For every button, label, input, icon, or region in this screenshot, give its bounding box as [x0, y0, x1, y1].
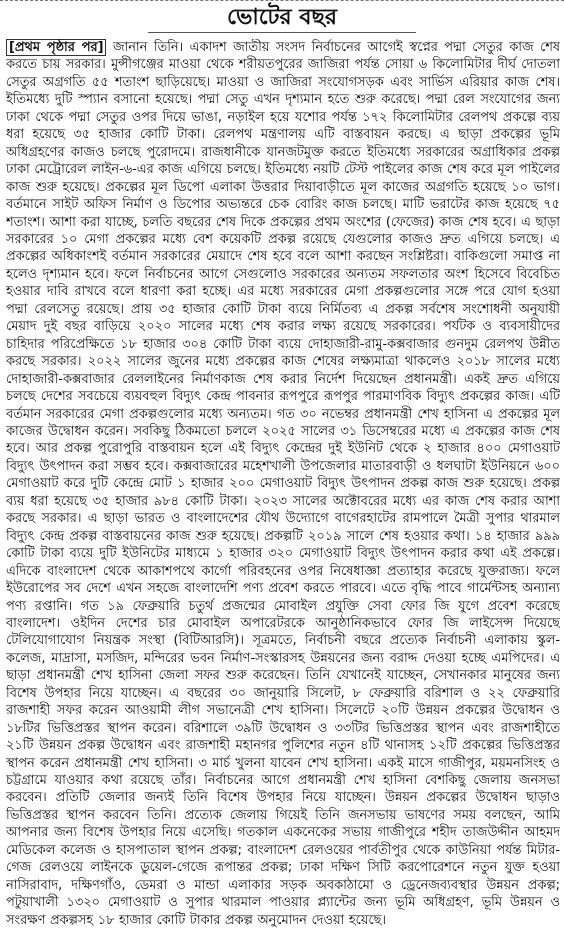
headline: ভোটের বছর — [227, 4, 337, 30]
headline-box — [148, 2, 416, 33]
continued-from-front-page-label: [প্রথম পৃষ্ঠার পর] — [6, 39, 106, 56]
cut-border — [0, 0, 564, 1]
article-text: জানান তিনি। একাদশ জাতীয় সংসদ নির্বাচনের আগেই স্বপ্নের পদ্মা সেতুর কাজ শেষ করতে চায় সরকার। মুন্সীগঞ্জের মাওয়া থেকে শরীয়তপুরের জাজিরা পর্যন্ত সোয়া ৬ কিলোমিটার দীর্ঘ দোতলা সেতুর অগ্রগতি ৫৫ শতাংশ ছাড়িয়েছে। মাওয়া ও জাজিরা সংযোগসড়ক এবং সার্ভিস এরিয়ার কাজ শেষ। ইতিমধ্যে দুটি স্প্যান বসানো হয়েছে। পদ্মা সেতু এখন দৃশ্যমান হতে শুরু করেছে। পদ্মা রেল সংযোগের জন্য ঢাকা থেকে পদ্মা সেতুর ওপর দিয়ে ভাঙা, নড়াইল হয়ে যশোর পর্যন্ত ১৭২ কিলোমিটার রেলপথ প্রকল্পে ব্যয় ধরা হয়েছে ৩৫ হাজার কোটি টাকা। রেলপথ মন্ত্রণালয় এটি বাস্তবায়ন করছে। এ ছাড়া প্রকল্পের ভূমি অধিগ্রহণের কাজও চলছে পুরোদমে। রাজধানীকে যানজটমুক্ত করতে ইতিমধ্যে সরকারের অগ্রাধিকার প্রকল্প ঢাকা মেট্রোরেল লাইন-৬-এর কাজ এগিয়ে চলছে। ইতিমধ্যে নয়টি টেস্ট পাইলের কাজ শেষ করে মূল পাইলের কাজ শুরু হয়েছে। প্রকল্পের মূল ডিপো এলাকা উত্তরার দিয়াবাড়ীতে মূল কাজের অগ্রগতি হয়েছে ১০ ভাগ। বর্তমানে সাইট অফিস নির্মাণ ও ডিপোর অভ্যন্তরে চেক বোরিং কাজ চলছে। মাটি ভরাটের কাজ হয়েছে ৭৫ শতাংশ। আশা করা যাচ্ছে, চলতি বছরের শেষ দিকে প্রকল্পের প্রথম অংশের (ফেজের) কাজ শেষ হবে। এ ছাড়া সরকারের ১০ মেগা প্রকল্পের মধ্যে বেশ কয়েকটি প্রকল্প রয়েছে যেগুলোর কাজও দ্রুত এগিয়ে চলছে। এ প্রকল্পের অধিকাংশই বর্তমান সরকারের মেয়াদে শেষ হবে বলে আশা করছেন সংশ্লিষ্টরা। বাকিগুলো সমাপ্ত না হলেও দৃশ্যমান হবে। ফলে নির্বাচনের আগে সেগুলোও সরকারের অন্যতম সফলতার অংশ হিসেবে বিবেচিত হওয়ার দাবি রাখবে বলে ধারণা করা হচ্ছে। এর মধ্যে সরকারের মেগা প্রকল্পগুলোর সঙ্গে পরে যোগ হওয়া পদ্মা রেলসেতু রয়েছে। প্রায় ৩৫ হাজার কোটি টাকা ব্যয়ে নির্মিতব্য এ প্রকল্প সর্বশেষ সংশোধনী অনুযায়ী মেয়াদ দুই বছর বাড়িয়ে ২০২০ সালের মধ্যে শেষ করার লক্ষ্য রয়েছে সরকারের। পর্যটক ও ব্যবসায়ীদের চাহিদার পরিপ্রেক্ষিতে ১৮ হাজার ৩০৪ কোটি টাকা ব্যয়ে দোহাজারী-রামু-কক্সবাজার গুনদুম রেলপথ উন্নীত করছে সরকার। ২০২২ সালের জুনের মধ্যে প্রকল্পের কাজ শেষের লক্ষ্যমাত্রা থাকলেও ২০১৮ সালের মধ্যে দোহাজারী-কক্সবাজার রেললাইনের নির্মাণকাজ শেষ করার নির্দেশ দিয়েছেন প্রধানমন্ত্রী। একই দ্রুত এগিয়ে চলছে দেশের সবচেয়ে ব্যয়বহুল বিদ্যুৎ কেন্দ্র পাবনার রূপপুরে রূপপুর পারমাণবিক বিদ্যুৎ প্রকল্পের কাজ। এটি বর্তমান সরকারের মেগা প্রকল্পগুলোর মধ্যে অন্যতম। গত ৩০ নভেম্বর প্রধানমন্ত্রী শেখ হাসিনা এ প্রকল্পের মূল কাজের উদ্বোধন করেন। সবকিছু ঠিকমতো চললে ২০২৫ সালের ৩১ ডিসেম্বরের মধ্যে এ প্রকল্পের কাজ শেষ হবে। আর প্রকল্প পুরোপুরি বাস্তবায়ন হলে এই বিদ্যুৎ কেন্দ্রের দুই ইউনিট থেকে ২ হাজার ৪০০ মেগাওয়াট বিদ্যুৎ উৎপাদন করা সম্ভব হবে। কক্সবাজারের মহেশখালী উপজেলার মাতারবাড়ী ও ধলঘাটা ইউনিয়নে ৬০০ মেগাওয়াট করে দুটি কেন্দ্রে মোট ১ হাজার ২০০ মেগাওয়াট বিদ্যুৎ উৎপাদন প্রকল্প কাজ শুরু হয়েছে। প্রকল্প ব্যয় ধরা হয়েছে ৩৫ হাজার ৯৮৪ কোটি টাকা। ২০২৩ সালের অক্টোবরের মধ্যে এর কাজ শেষ করার আশা করছে সরকার। এ ছাড়া ভারত ও বাংলাদেশের যৌথ উদ্যোগে বাগেরহাটের রামপালে মৈত্রী সুপার থারমাল বিদ্যুৎ কেন্দ্র প্রকল্প বাস্তবায়নের কাজ শুরু হয়েছে। প্রকল্পটি ২০১৯ সালে শেষ হওয়ার কথা। ১৪ হাজার ৯৯৯ কোটি টাকা ব্যয়ে দুটি ইউনিটের মাধ্যমে ১ হাজার ৩২০ মেগাওয়াট বিদ্যুৎ উৎপাদন করার কথা এই প্রকল্পে। এদিকে বাংলাদেশ থেকে আকাশপথে কার্গো পরিবহনের ওপর নিষেধাজ্ঞা প্রত্যাহার করেছে যুক্তরাজ্য। ফলে ইউরোপের সব দেশে এখন সহজে বাংলাদেশি পণ্য প্রবেশ করতে পারবে। এতে বৃদ্ধি পাবে গার্মেন্টসহ অন্যান্য পণ্য রপ্তানি। গত ১৯ ফেব্রুয়ারি চতুর্থ প্রজন্মের মোবাইল প্রযুক্তি সেবা ফোর জি যুগে প্রবেশ করেছে বাংলাদেশ। ওইদিন দেশের চার মোবাইল অপারেটরকে আনুষ্ঠানিকভাবে ফোর জি লাইসেন্স দিয়েছে টেলিযোগাযোগ নিয়ন্ত্রক সংস্থা (বিটিআরসি)। সূত্রমতে, নির্বাচনী বছরে প্রত্যেক নির্বাচনী এলাকায় স্কুল-কলেজ, মাদ্রাসা, মসজিদ, মন্দিরের ভবন নির্মাণ-সংস্কারসহ উন্নয়নের জন্য বরাদ্দ দেওয়া হচ্ছে এমপিদের। এ ছাড়া প্রধানমন্ত্রী শেখ হাসিনা জেলা সফর শুরু করেছেন। তিনি যেখানেই যাচ্ছেন, সেখানকার মানুষের জন্য বিশেষ উপহার নিয়ে যাচ্ছেন। এ বছরের ৩০ জানুয়ারি সিলেট, ৮ ফেব্রুয়ারি বরিশাল ও ২২ ফেব্রুয়ারি রাজশাহী সফর করেন আওয়ামী লীগ সভানেত্রী শেখ হাসিনা। সিলেটে ২০টি উন্নয়ন প্রকল্পের উদ্বোধন ও ১৮টির ভিত্তিপ্রস্তর স্থাপন করেন। বরিশালে ৩৯টি উদ্বোধন ও ৩৩টির ভিত্তিপ্রস্তর স্থাপন এবং রাজশাহীতে ২১টি উন্নয়ন প্রকল্প উদ্বোধন এবং রাজশাহী মহানগর পুলিশের নতুন ৪টি থানাসহ ১২টি প্রকল্পের ভিত্তিপ্রস্তর স্থাপন করেন প্রধানমন্ত্রী শেখ হাসিনা। ৩ মার্চ খুলনা যাবেন শেখ হাসিনা। একই মাসে গাজীপুর, ময়মনসিংহ ও চট্টগ্রামে যাওয়ার কথা রয়েছে তাঁর। নির্বাচনের আগে প্রধানমন্ত্রী শেখ হাসিনা বেশকিছু জেলায় জনসভা করবেন। প্রতিটি জেলার জন্যই তিনি বিশেষ উপহার নিয়ে যাচ্ছেন। উন্নয়ন প্রকল্পের উদ্বোধন ছাড়াও ভিত্তিপ্রস্তর স্থাপন করবেন তিনি। প্রত্যেক জেলায় গিয়েই তিনি জনসভায় ভাষণের সময় বলছেন, আমি আপনার জন্য বিশেষ উপহার নিয়ে এসেছি। গতকাল একনেকের সভায় গাজীপুরে শহীদ তাজউদ্দীন আহমদ মেডিকেল কলেজ ও হাসপাতাল স্থাপন প্রকল্প; বাংলাদেশ রেলওয়ের পার্বতীপুর থেকে কাউনিয়া পর্যন্ত মিটার-গেজ রেলওয়ে লাইনকে ডুয়েল-গেজে রূপান্তর প্রকল্প; ঢাকা দক্ষিণ সিটি করপোরেশনে নতুন যুক্ত হওয়া নাসিরাবাদ, দক্ষিণগাঁও, ডেমরা ও মান্ডা এলাকার সড়ক অবকাঠামো ও ড্রেনেজব্যবস্থার উন্নয়ন প্রকল্প; পটুয়াখালী ১৩২০ মেগাওয়াট ও সুপার থারমাল পাওয়ার প্ল্যান্টের জন্য ভূমি অধিগ্রহণ, ভূমি উন্নয়ন ও সংরক্ষণ প্রকল্পসহ ১৮ হাজার কোটি টাকার প্রকল্প অনুমোদন দেওয়া হয়েছে। — [6, 40, 560, 928]
article-body — [6, 39, 560, 943]
article-paragraph — [6, 39, 560, 929]
